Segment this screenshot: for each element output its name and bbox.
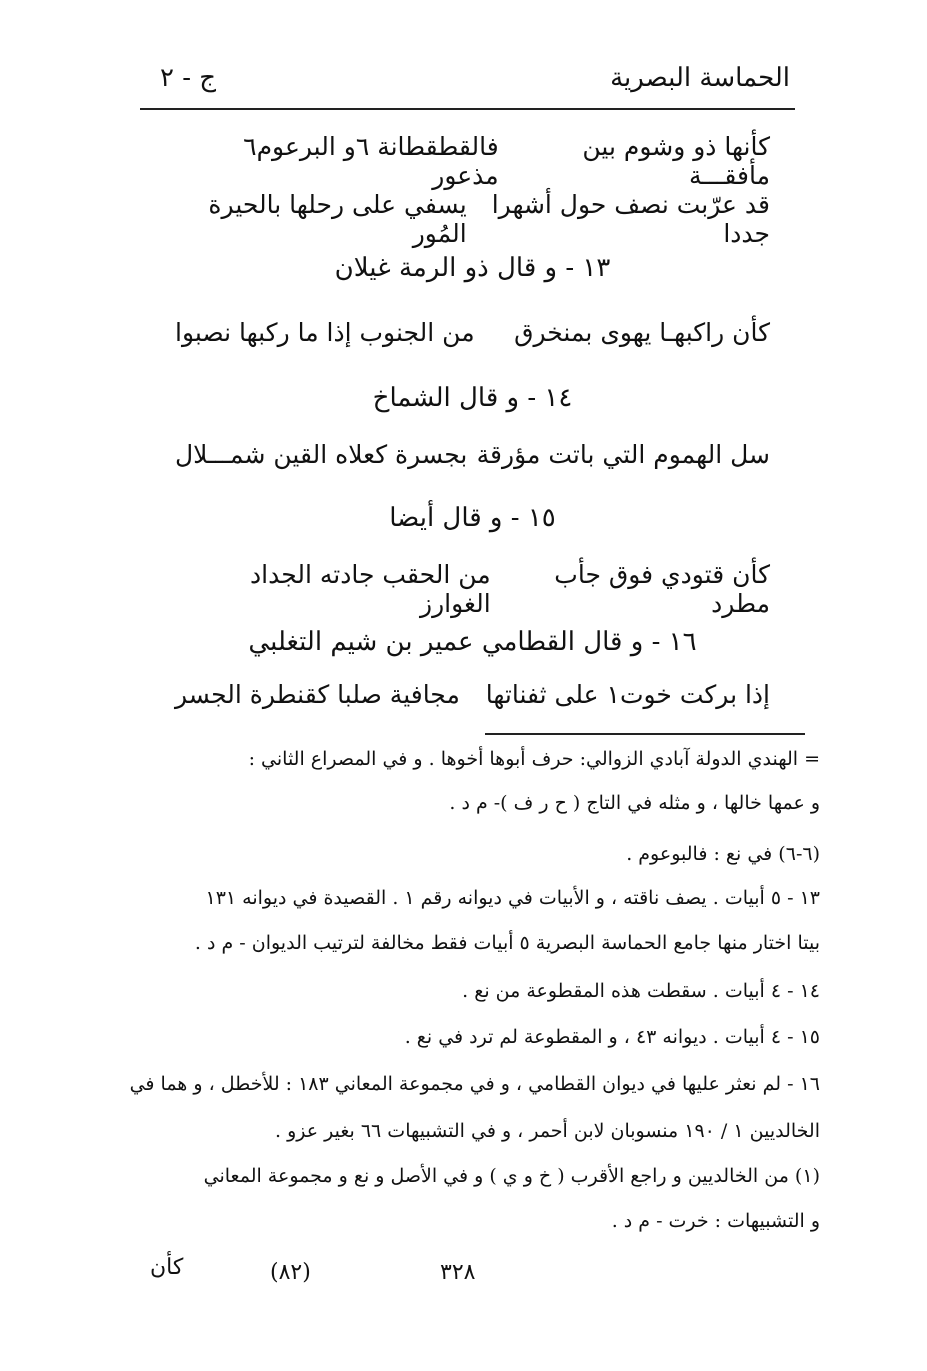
verse-line (175, 560, 770, 618)
verse-second-hemistich: مجافية صلبا كقنطرة الجسر (175, 680, 460, 709)
footnote-line: و التشبيهات : خرت - م د . (611, 1210, 820, 1232)
poem-heading-15: ١٥ - و قال أيضا (389, 503, 556, 533)
verse-line (175, 440, 770, 469)
footnote-line: و عمها خالها ، و مثله في التاج ( ح ر ف )- م د . (449, 792, 820, 814)
footnote-line: الخالديين ١ / ١٩٠ منسوبان لابن أحمر ، و في التشبيهات ٦٦ بغير عزو . (275, 1120, 820, 1142)
poem-heading-13: ١٣ - و قال ذو الرمة غيلان (334, 253, 611, 283)
footnote-separator (485, 733, 805, 735)
verse-line (175, 680, 770, 709)
verse-second-hemistich: يسفي على رحلها بالحيرة المُور (208, 190, 467, 248)
page-footer (140, 1255, 790, 1295)
poem-heading-14: ١٤ - و قال الشماخ (372, 383, 573, 413)
verse-line (175, 318, 770, 347)
verse-line (175, 190, 770, 248)
verse-first-hemistich: قد عرّبت نصف حول أشهرا جددا (491, 190, 770, 248)
footnote-line: (٦-٦) في نع : فالبوعوم . (626, 843, 820, 865)
catchword: كأن (150, 1255, 184, 1280)
footnote-line: ١٥ - ٤ أبيات . ديوانه ٤٣ ، و المقطوعة لم ترد في نع . (404, 1026, 820, 1048)
footnote-line: ١٦ - لم نعثر عليها في ديوان القطامي ، و في مجموعة المعاني ١٨٣ : للأخطل ، و هما في (129, 1073, 820, 1095)
verse-second-hemistich: من الجنوب إذا ما ركبها نصبوا (175, 318, 475, 347)
footnote-line: ١٤ - ٤ أبيات . سقطت هذه المقطوعة من نع . (462, 980, 820, 1002)
folio-number: (٨٢) (270, 1260, 311, 1285)
verse-second-hemistich: فالقطقطانة ٦و البرعوم٦ مذعور (243, 132, 499, 190)
footnote-line: بيتا اختار منها جامع الحماسة البصرية ٥ أبيات فقط مخالفة لترتيب الديوان - م د . (194, 932, 820, 954)
footnote-line: ١٣ - ٥ أبيات . يصف ناقته ، و الأبيات في ديوانه رقم ١ . القصيدة في ديوانه ١٣١ (205, 887, 820, 909)
header-rule (140, 108, 795, 110)
verse-first-hemistich: إذا بركت خوت١ على ثفناتها (485, 680, 770, 709)
footnote-line: = الهندي الدولة آبادي الزوالي: حرف أبوها أخوها . و في المصراع الثاني : (248, 748, 820, 770)
running-header (140, 55, 790, 105)
footnote-line: (١) من الخالديين و راجع الأقرب ( خ و ي ) و في الأصل و نع و مجموعة المعاني (203, 1165, 820, 1187)
verse-second-hemistich: بجسرة كعلاه القين شمـــلال (175, 440, 468, 469)
verse-line (175, 132, 770, 190)
verse-first-hemistich: كأنها ذو وشوم بين مأفقـــة (582, 132, 770, 190)
verse-first-hemistich: كأن راكبهـا يهوى بمنخرق (514, 318, 770, 347)
volume-label: ج - ٢ (160, 63, 217, 93)
verse-first-hemistich: سل الهموم التي باتت مؤرقة (476, 440, 770, 469)
verse-first-hemistich: كأن قتودي فوق جأب مطرد (554, 560, 770, 618)
page-number: ٣٢٨ (440, 1260, 476, 1285)
book-title: الحماسة البصرية (610, 63, 790, 93)
verse-second-hemistich: من الحقب جادته الجداد الغوارز (250, 560, 491, 618)
poem-heading-16: ١٦ - و قال القطامي عمير بن شيم التغلبي (248, 627, 697, 657)
